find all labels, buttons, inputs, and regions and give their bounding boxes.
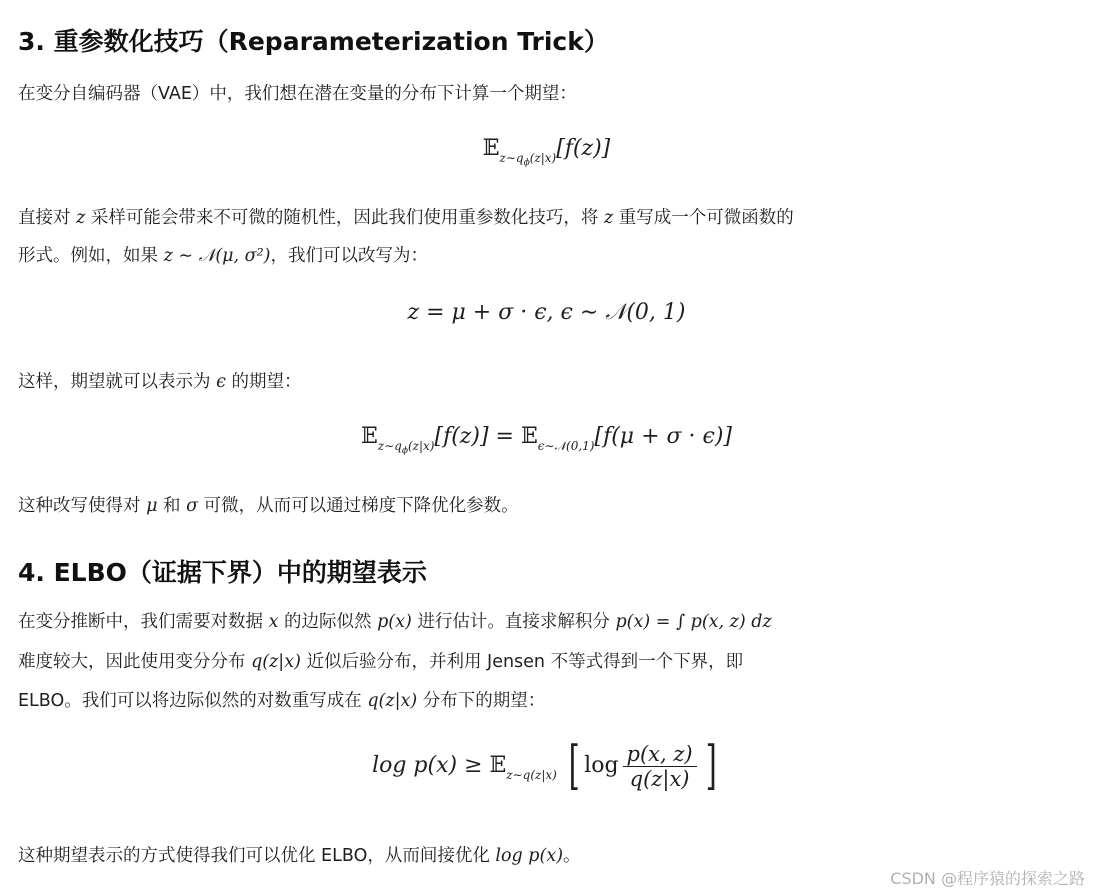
- section-3-paragraph-4: 这样，期望就可以表示为 ϵ 的期望：: [18, 372, 302, 392]
- section-3-heading: 3. 重参数化技巧（Reparameterization Trick）: [18, 27, 609, 56]
- section-3-paragraph-3: 形式。例如，如果 z ∼ 𝒩(μ, σ²)，我们可以改写为：: [18, 246, 428, 266]
- section-4-paragraph-4: 这种期望表示的方式使得我们可以优化 ELBO，从而间接优化 log p(x)。: [18, 846, 581, 866]
- equation-expectation-epsilon: 𝔼$_{z\sim q_\phi(z|x)}$[f(z)] = 𝔼$_{\epsilon\sim 𝒩(0,1)}$[f(μ + σ · ϵ)]: [361, 424, 732, 456]
- equation-reparameterization: z = μ + σ · ϵ, ϵ ∼ 𝒩(0, 1): [407, 300, 686, 325]
- section-4-paragraph-1: 在变分推断中，我们需要对数据 x 的边际似然 p(x) 进行估计。直接求解积分 p(x) = ∫ p(x, z) dz: [18, 612, 772, 632]
- section-3-paragraph-2: 直接对 z 采样可能会带来不可微的随机性，因此我们使用重参数化技巧，将 z 重写成一个可微函数的: [18, 208, 794, 228]
- equation-expectation: 𝔼$_{z\sim q_\phi(z|x)}$[f(z)]: [482, 136, 611, 168]
- section-4-paragraph-3: ELBO。我们可以将边际似然的对数重写成在 q(z|x) 分布下的期望：: [18, 691, 546, 711]
- section-3-paragraph-5: 这种改写使得对 μ 和 σ 可微，从而可以通过梯度下降优化参数。: [18, 496, 519, 516]
- section-4-heading: 4. ELBO（证据下界）中的期望表示: [18, 558, 427, 587]
- csdn-watermark: CSDN @程序猿的探索之路: [890, 869, 1085, 888]
- section-4-paragraph-2: 难度较大，因此使用变分分布 q(z|x) 近似后验分布，并利用 Jensen 不等式得到一个下界，即: [18, 652, 744, 672]
- section-3-intro: 在变分自编码器（VAE）中，我们想在潜在变量的分布下计算一个期望：: [18, 84, 577, 104]
- equation-elbo: log p(x) ≥ 𝔼$_{z\sim q(z|x)}$ [ log $\frac{p(x, z)}{q(z|x)}$ ]: [372, 736, 717, 796]
- elbo-fraction: $\frac{p(x, z)}{q(z|x)}$: [623, 742, 697, 791]
